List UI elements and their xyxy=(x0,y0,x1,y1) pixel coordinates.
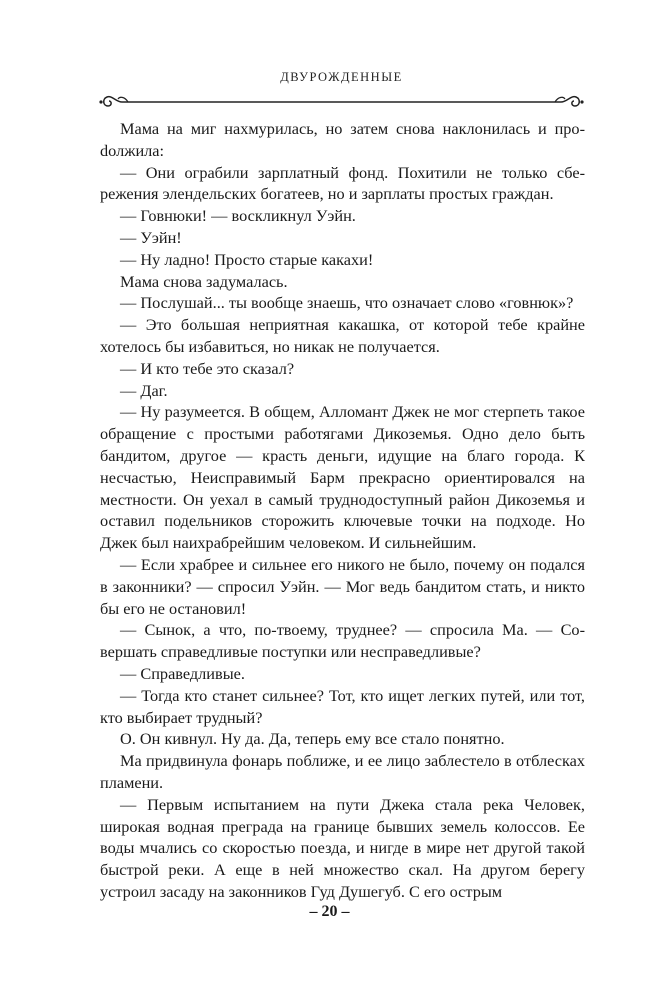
paragraph: — Ну ладно! Просто старые какахи! xyxy=(120,249,374,269)
paragraph: О. Он кивнул. Ну да. Да, теперь ему все стало понятно. xyxy=(120,729,505,749)
paragraph: — Справедливые. xyxy=(120,663,245,683)
paragraph: Мама снова задумалась. xyxy=(120,271,288,291)
paragraph: Мама на миг нахмурилась, но затем снова наклонилась и проdолжила: xyxy=(100,119,585,160)
paragraph: — Говнюки! — воскликнул Уэйн. xyxy=(120,206,356,226)
paragraph: — И кто тебе это сказал? xyxy=(120,358,295,378)
paragraph: Ма придвинула фонарь поближе, и ее лицо заблестело в отблесках пламени. xyxy=(100,751,585,792)
body-text xyxy=(100,118,585,903)
paragraph: — Это большая неприятная какашка, от которой тебе крайне хотелось бы избавиться, но никак не получается. xyxy=(100,315,585,356)
paragraph: — Сынок, а что, по-твоему, труднее? — спросила Ма. — Совершать справедливые поступки или несправедливые? xyxy=(100,620,585,662)
paragraph: — Ну разумеется. В общем, Алломант Джек не мог стерпеть такое обращение с простыми работягами Дикоземья. Одно дело быть бандитом, другое — красть деньги, идущие на благо города. К несчастью, Неисправимый Барм прекрасно ориентировался на местности. Он уехал в самый труднодоступный район Дикоземья и оставил подельников сторожить ключевые точки на подходе. Но Джек был наихрабрейшим человеком. И сильнейшим. xyxy=(100,402,585,553)
paragraph: — Даг. xyxy=(120,380,168,400)
page-header xyxy=(98,70,585,113)
page-number: – 20 – xyxy=(309,903,350,920)
paragraph: — Первым испытанием на пути Джека стала река Человек, широкая водная преграда на границе бывших земель колоссов. Ее воды мчались со скоростью поезда, и нигде в мире нет другой такой быстрой реки. А еще в ней множество скал. На другом берегу устроил засаду на законников Гуд Душегуб. С его острым xyxy=(100,794,585,901)
paragraph: — Если храбрее и сильнее его никого не было, почему он подался в законники? — спросил Уэйн. — Мог ведь бандитом стать, и никто бы его не остановил! xyxy=(100,554,585,618)
paragraph: — Послушай... ты вообще знаешь, что означает слово «говнюк»? xyxy=(120,293,574,313)
paragraph: — Тогда кто станет сильнее? Тот, кто ищет легких путей, или тот, кто выбирает трудный? xyxy=(100,685,585,727)
paragraph: — Уэйн! xyxy=(120,227,182,247)
ornament-divider-icon xyxy=(98,91,585,113)
running-title: ДВУРОЖДЕННЫЕ xyxy=(280,70,403,84)
paragraph: — Они ограбили зарплатный фонд. Похитили не только сбережения элендельских богатеев, но и зарплаты простых граждан. xyxy=(100,162,585,204)
